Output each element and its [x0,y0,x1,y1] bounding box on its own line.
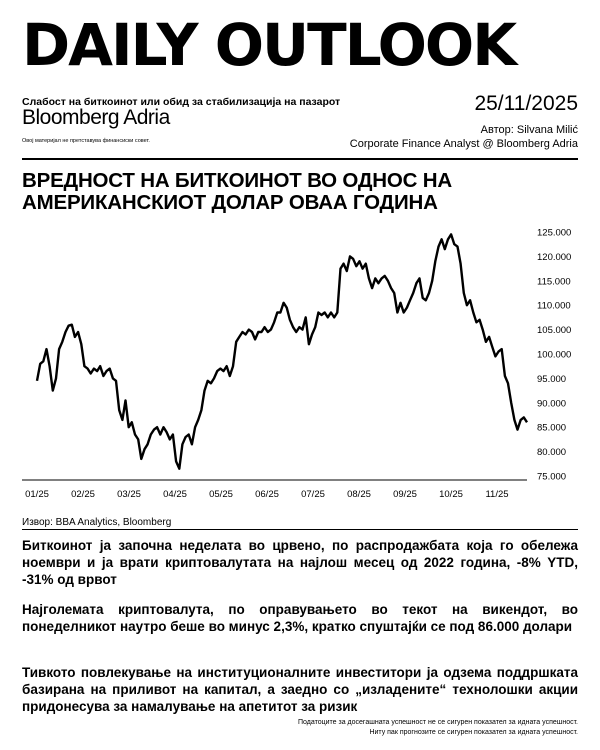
paragraph-2: Најголемата криптовалута, по оправувањето во текот на викендот, во понеделникот наутро беше во минус 2,3%, кратко спуштајќи се под 86.000 долари [22,602,578,634]
chart-title-line-2: АМЕРИКАНСКИОТ ДОЛАР ОВАА ГОДИНА [22,191,438,214]
series-line [37,234,527,468]
chart-title-line-1: ВРЕДНОСТ НА БИТКОИНОТ ВО ОДНОС НА [22,169,452,192]
y-tick-label: 125.000 [537,227,572,239]
paragraph-1: Биткоинот ја започна неделата во црвено, по распродажбата која го обележа ноември и ја врати криптовалутата на најлош месец од 2022 година, -8% YTD, -31% од врвот [22,538,578,587]
y-tick-label: 90.000 [537,398,567,410]
x-tick-label: 11/25 [485,489,509,500]
paragraph-3: Тивкото повлекување на институционалните инвеститори ја одзема поддршката базирана на приливот на капитал, а заедно со „изладените“ технолошки акции придонесува за намалување на апетитот за ризик [22,665,578,714]
subtitle: Слабост на биткоинот или обид за стабилизација на пазарот [22,96,341,108]
y-tick-label: 110.000 [537,300,571,312]
btc-usd-line-chart [22,220,578,510]
x-tick-label: 10/25 [439,489,463,500]
x-tick-label: 03/25 [117,489,141,500]
x-axis-ticks [25,489,508,500]
y-tick-label: 105.000 [537,325,572,337]
x-tick-label: 07/25 [301,489,325,500]
footnote-1: Податоците за досегашната успешност не се сигурен показател за идната успешност. [298,719,578,726]
chart-title [22,170,578,214]
x-tick-label: 05/25 [209,489,233,500]
x-tick-label: 04/25 [163,489,187,500]
y-tick-label: 80.000 [537,447,567,459]
footnote-2: Ниту пак прогнозите се сигурен показател за идната успешност. [369,729,578,736]
y-axis-ticks [537,228,571,483]
brand-logo-text: Bloomberg Adria [22,106,170,129]
x-tick-label: 09/25 [393,489,417,500]
x-tick-label: 06/25 [255,489,279,500]
author-line: Автор: Silvana Milić [480,124,578,136]
y-tick-label: 85.000 [537,422,567,434]
y-tick-label: 95.000 [537,373,567,385]
top-divider [22,158,578,160]
x-tick-label: 02/25 [71,489,95,500]
y-tick-label: 75.000 [537,471,567,483]
disclaimer-note: Овој материјал не претставува финансиски совет. [22,138,150,144]
y-tick-label: 115.000 [537,276,571,288]
author-role: Corporate Finance Analyst @ Bloomberg Adria [349,138,578,150]
x-tick-label: 01/25 [25,489,49,500]
y-tick-label: 100.000 [537,349,572,361]
x-tick-label: 08/25 [347,489,371,500]
y-tick-label: 120.000 [537,251,572,263]
chart-source: Извор: BBA Analytics, Bloomberg [22,517,172,528]
masthead-title: DAILY OUTLOOK [22,11,516,79]
middle-divider [22,529,578,530]
publication-date: 25/11/2025 [474,92,578,115]
